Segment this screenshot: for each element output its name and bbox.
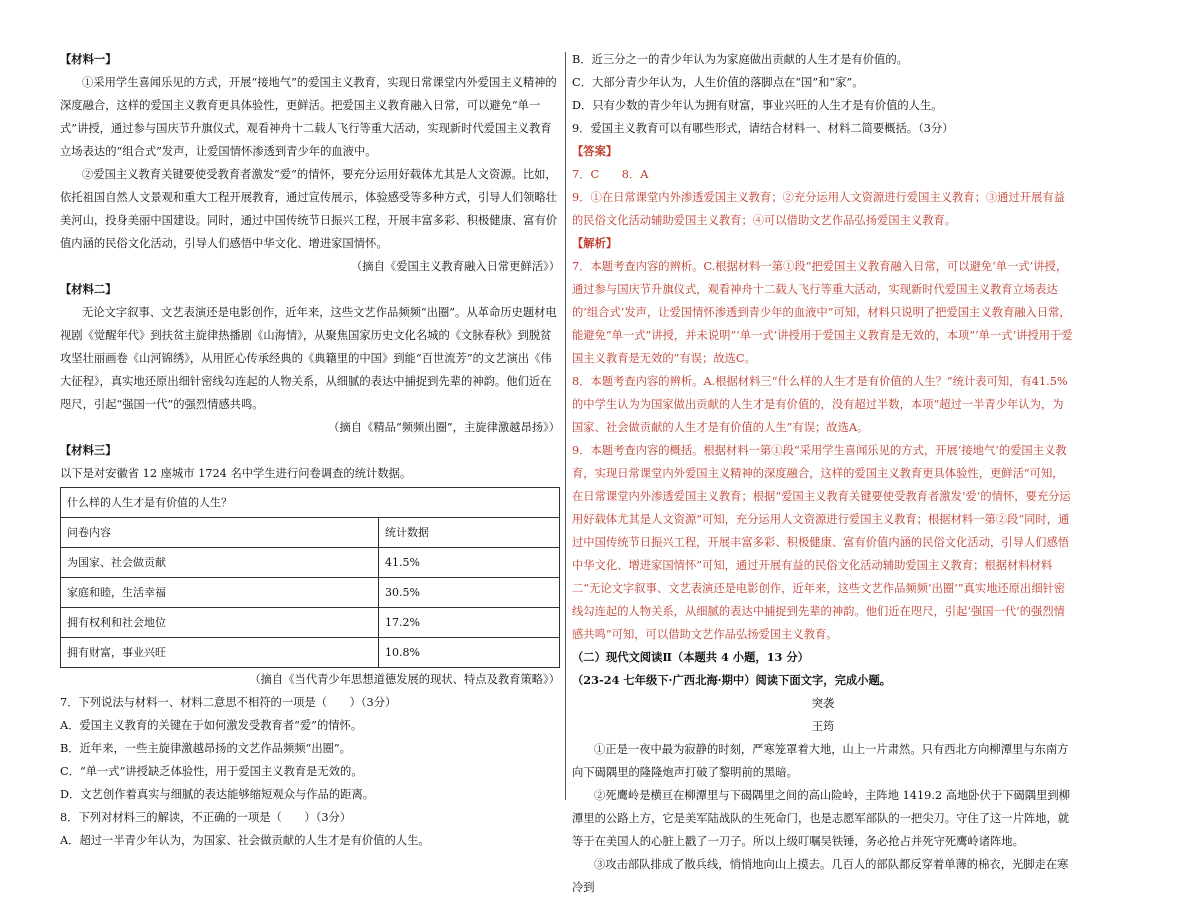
material-3-intro: 以下是对安徽省 12 座城市 1724 名中学生进行问卷调查的统计数据。 (60, 467, 412, 480)
question-7-option-d: D．文艺创作着真实与细腻的表达能够缩短观众与作品的距离。 (60, 788, 375, 801)
question-8-option-d: D．只有少数的青少年认为拥有财富，事业兴旺的人生才是有价值的人生。 (572, 99, 943, 112)
question-8-option-a: A．超过一半青少年认为，为国家、社会做贡献的人生才是有价值的人生。 (60, 834, 430, 847)
material-1-title: 【材料一】 (60, 52, 117, 66)
table-cell-item: 为国家、社会做贡献 (61, 548, 379, 578)
analysis-9: 9．本题考查内容的概括。根据材料一第①段“采用学生喜闻乐见的方式，开展‘接地气’的爱国主义教育，实现日常课堂内外爱国主义精神的深度融合，这样的爱国主义教育更具体验性，更鲜活”可知，在日常课堂内外渗透爱国主义教育；根据“爱国主义教育关键要使受教育者激发‘爱’的情怀，要充分运用好载体尤其是人文资源”可知，充分运用人文资源进行爱国主义教育；根据材料一第②段“同时，通过中国传统节日振兴工程，开展丰富多彩、积极健康、富有价值内涵的民俗文化活动，引导人们感悟中华文化、增进家国情怀”可知，通过开展有益的民俗文化活动辅助爱国主义教育；根据材料材料二“无论文字叙事、文艺表演还是电影创作，近年来，这些文艺作品频频‘出圈’”真实地还原出细针密线勾连起的人物关系，从细腻的表达中捕捉到先辈的神韵。他们近在咫尺，引起‘强国一代’的强烈情感共鸣”可知，可以借助文艺作品弘扬爱国主义教育。 (572, 444, 1071, 641)
material-2-source: （摘自《精品“频频出圈”，主旋律激越昂扬》） (328, 421, 560, 434)
table-header-row (61, 518, 560, 548)
question-7: 7．下列说法与材料一、材料二意思不相符的一项是（ ）（3分） (60, 696, 397, 709)
table-cell-value: 17.2% (379, 608, 560, 638)
table-caption: 什么样的人生才是有价值的人生？ (61, 488, 560, 518)
story-para-1: ①正是一夜中最为寂静的时刻，严寒笼罩着大地，山上一片肃然。只有西北方向柳潭里与东南方向下碣隅里的隆隆炮声打破了黎明前的黑暗。 (572, 743, 1069, 779)
analysis-heading: 【解析】 (572, 236, 618, 250)
table-cell-value: 10.8% (379, 638, 560, 668)
answer-heading: 【答案】 (572, 144, 618, 158)
table-row (61, 578, 560, 608)
analysis-8: 8．本题考查内容的辨析。A.根据材料三“什么样的人生才是有价值的人生？”统计表可知，有41.5%的中学生认为为国家做出贡献的人生才是有价值的，没有超过半数，本项“超过一半青少年认为，为国家、社会做贡献的人生才是有价值的人生”有误；故选A。 (572, 375, 1068, 434)
story-author: 王筠 (811, 720, 835, 733)
question-8: 8．下列对材料三的解读，不正确的一项是（ ）（3分） (60, 811, 352, 824)
table-cell-item: 拥有权利和社会地位 (61, 608, 379, 638)
table-cell-item: 拥有财富，事业兴旺 (61, 638, 379, 668)
answer-7-8: 7．C 8．A (572, 168, 649, 181)
analysis-7: 7．本题考查内容的辨析。C.根据材料一第①段“把爱国主义教育融入日常，可以避免‘单一式’讲授，通过参与国庆节升旗仪式，观看神舟十二载人飞行等重大活动，实现新时代爱国主义教育立场表达的‘组合式’发声，让爱国情怀渗透到青少年的血液中”可知，材料只说明了把爱国主义教育融入日常，能避免“单一式”讲授，并未说明“‘单一式’讲授用于爱国主义教育是无效的，本项“‘单一式’讲授用于爱国主义教育是无效的”有误；故选C。 (572, 260, 1073, 365)
table-header-item: 问卷内容 (61, 518, 379, 548)
question-9: 9．爱国主义教育可以有哪些形式，请结合材料一、材料二简要概括。（3分） (572, 122, 954, 135)
story-para-2: ②死鹰岭是横亘在柳潭里与下碣隅里之间的高山险岭，主阵地 1419.2 高地卧伏于下碣隅里到柳潭里的公路上方，它是美军陆战队的生死命门，也是志愿军部队的一把尖刀。守住了这一片阵地，就等于在美国人的心脏上戳了一刀子。所以上级叮嘱吴铁锤，务必抢占并死守死鹰岭诸阵地。 (572, 789, 1070, 848)
table-cell-value: 41.5% (379, 548, 560, 578)
material-2-para-1: 无论文字叙事、文艺表演还是电影创作，近年来，这些文艺作品频频“出圈”。从革命历史题材电视剧《觉醒年代》到扶贫主旋律热播剧《山海情》，从聚焦国家历史文化名城的《文脉春秋》到脱贫攻坚壮丽画卷《山河锦绣》，从用匠心传承经典的《典籍里的中国》到能“百世流芳”的文艺演出《伟大征程》，真实地还原出细针密线勾连起的人物关系，从细腻的表达中捕捉到先辈的神韵。他们近在咫尺，引起“强国一代”的强烈情感共鸣。 (60, 306, 557, 411)
table-row (61, 608, 560, 638)
story-title: 突袭 (811, 697, 835, 710)
material-1-para-2: ②爱国主义教育关键要使受教育者激发“爱”的情怀，要充分运用好载体尤其是人文资源。比如，依托祖国自然人文景观和重大工程开展教育，通过宣传展示，体验感受等多种方式，引导人们领略壮美河山，投身美丽中国建设。同时，通过中国传统节日振兴工程，开展丰富多彩、积极健康、富有价值内涵的民俗文化活动，引导人们感悟中华文化、增进家国情怀。 (60, 168, 558, 250)
question-8-option-c: C．大部分青少年认为，人生价值的落脚点在“国”和“家”。 (572, 76, 864, 89)
question-7-option-c: C．“单一式”讲授缺乏体验性，用于爱国主义教育是无效的。 (60, 765, 363, 778)
table-row (61, 548, 560, 578)
table-header-value: 统计数据 (379, 518, 560, 548)
table-cell-value: 30.5% (379, 578, 560, 608)
material-2-title: 【材料二】 (60, 282, 117, 296)
section-title: （二）现代文阅读Ⅱ（本题共 4 小题，13 分） (572, 650, 809, 664)
material-1-para-1: ①采用学生喜闻乐见的方式，开展“接地气”的爱国主义教育，实现日常课堂内外爱国主义精神的深度融合，这样的爱国主义教育更具体验性，更鲜活。把爱国主义教育融入日常，可以避免“单一式”讲授，通过参与国庆节升旗仪式，观看神舟十二载人飞行等重大活动，实现新时代爱国主义教育立场表达的“组合式”发声，让爱国情怀渗透到青少年的血液中。 (60, 76, 557, 158)
survey-table (60, 487, 560, 668)
right-column (572, 48, 1074, 899)
material-3-title: 【材料三】 (60, 443, 117, 457)
question-7-option-a: A．爱国主义教育的关键在于如何激发受教育者“爱”的情怀。 (60, 719, 363, 732)
material-3-source: （摘自《当代青少年思想道德发展的现状、特点及教育策略》） (249, 673, 560, 686)
left-column (60, 48, 560, 852)
material-1-source: （摘自《爱国主义教育融入日常更鲜活》） (351, 260, 560, 273)
question-7-option-b: B．近年来，一些主旋律激越昂扬的文艺作品频频“出圈”。 (60, 742, 351, 755)
table-caption-row (61, 488, 560, 518)
section-subtitle: （23-24 七年级下·广西北海·期中）阅读下面文字，完成小题。 (572, 673, 892, 687)
story-para-3: ③攻击部队排成了散兵线，悄悄地向山上摸去。几百人的部队都反穿着单薄的棉衣，光脚走在寒冷到 (572, 858, 1069, 894)
table-cell-item: 家庭和睦，生活幸福 (61, 578, 379, 608)
answer-9: 9．①在日常课堂内外渗透爱国主义教育；②充分运用人文资源进行爱国主义教育；③通过开展有益的民俗文化活动辅助爱国主义教育；④可以借助文艺作品弘扬爱国主义教育。 (572, 191, 1065, 227)
table-row (61, 638, 560, 668)
column-divider (565, 52, 566, 800)
question-8-option-b: B．近三分之一的青少年认为为家庭做出贡献的人生才是有价值的。 (572, 53, 908, 66)
